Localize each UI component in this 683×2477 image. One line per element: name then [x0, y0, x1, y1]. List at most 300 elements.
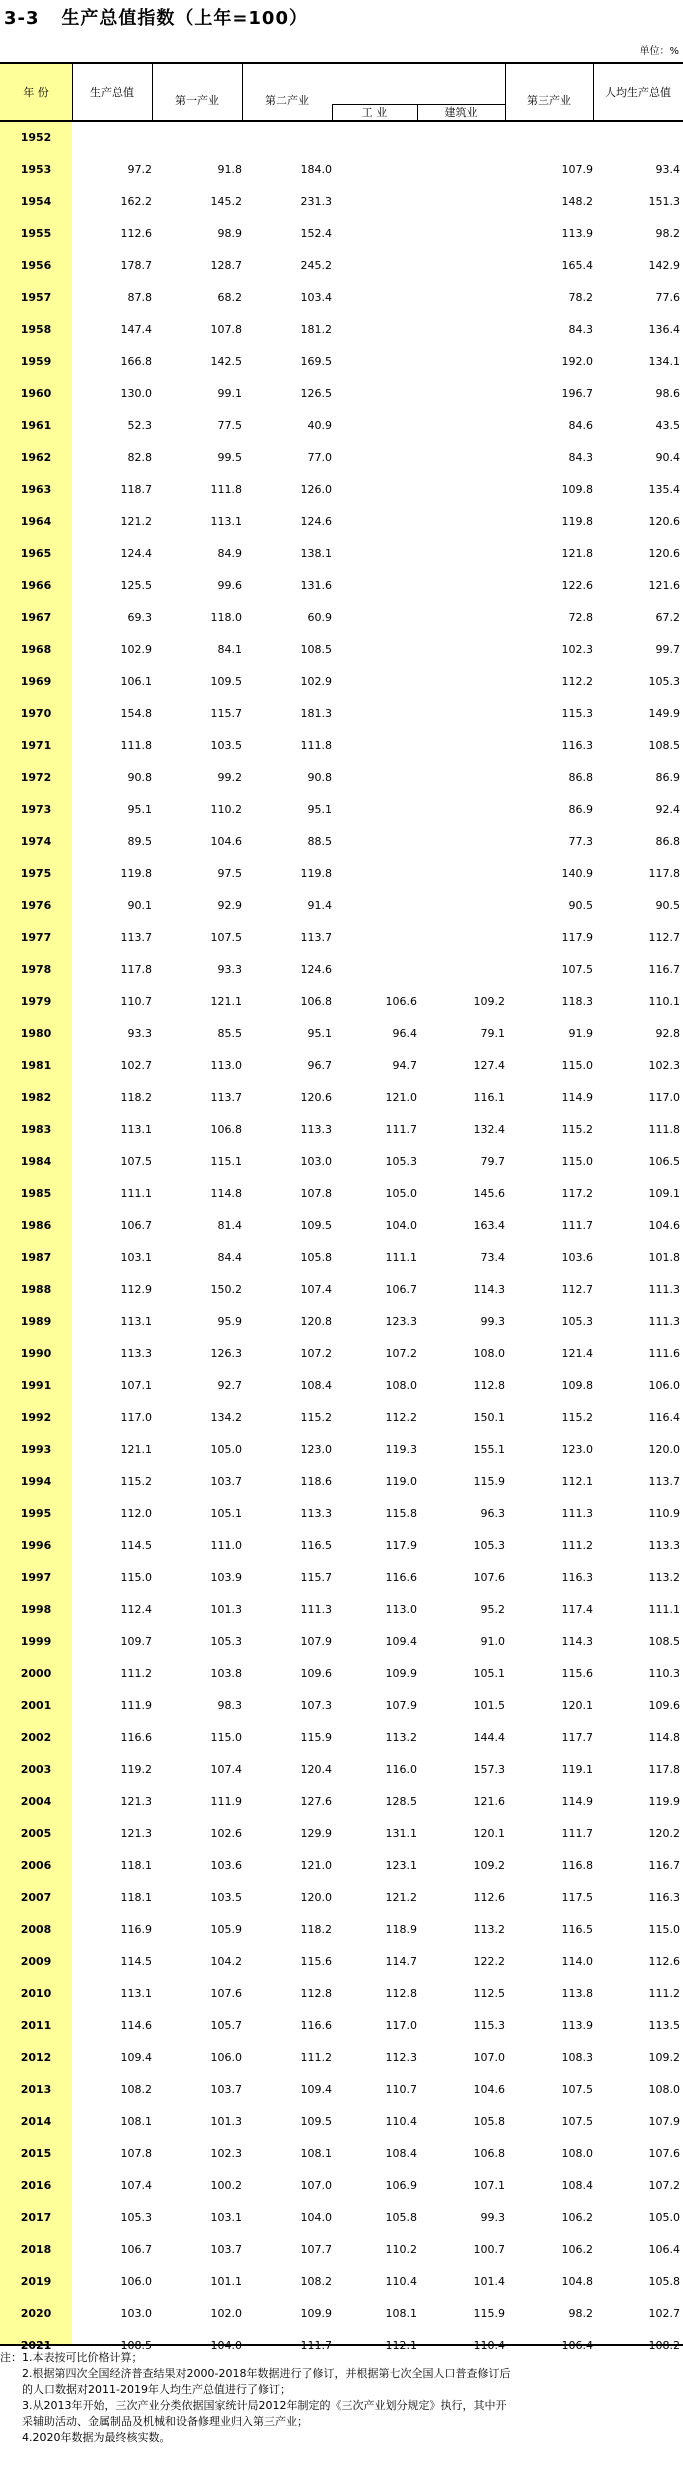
cell-gdp: 121.2	[120, 515, 152, 528]
cell-primary: 105.1	[210, 1507, 242, 1520]
cell-construction	[417, 922, 505, 954]
cell-primary: 113.7	[210, 1091, 242, 1104]
cell-construction: 110.4	[473, 2339, 505, 2352]
cell-industry: 115.8	[385, 1507, 417, 1520]
cell-gdp: 166.8	[120, 355, 152, 368]
cell-secondary: 113.3	[300, 1507, 332, 1520]
cell-year: 1999	[20, 1635, 52, 1648]
table-row	[0, 2138, 683, 2170]
cell-tertiary: 105.3	[561, 1315, 593, 1328]
cell-construction	[417, 346, 505, 378]
cell-year: 2018	[20, 2243, 52, 2256]
cell-construction: 100.7	[473, 2243, 505, 2256]
cell-tertiary: 77.3	[568, 835, 593, 848]
cell-secondary: 138.1	[300, 547, 332, 560]
cell-gdp: 162.2	[120, 195, 152, 208]
cell-per-capita: 111.2	[648, 1987, 680, 2000]
cell-industry	[332, 794, 417, 826]
cell-gdp: 113.3	[120, 1347, 152, 1360]
cell-year: 1965	[20, 547, 52, 560]
table-row	[0, 666, 683, 698]
cell-year: 1956	[20, 259, 52, 272]
cell-primary: 107.5	[210, 931, 242, 944]
cell-primary: 115.0	[210, 1731, 242, 1744]
cell-per-capita: 106.4	[648, 2243, 680, 2256]
table-row	[0, 1594, 683, 1626]
cell-gdp: 121.3	[120, 1795, 152, 1808]
cell-per-capita: 114.8	[648, 1731, 680, 1744]
cell-secondary: 90.8	[307, 771, 332, 784]
cell-tertiary: 111.7	[561, 1827, 593, 1840]
cell-primary: 150.2	[210, 1283, 242, 1296]
cell-secondary: 181.2	[300, 323, 332, 336]
cell-year: 1986	[20, 1219, 52, 1232]
cell-per-capita: 110.9	[648, 1507, 680, 1520]
cell-primary: 114.8	[210, 1187, 242, 1200]
cell-construction: 112.8	[473, 1379, 505, 1392]
cell-year: 1987	[20, 1251, 52, 1264]
cell-construction: 163.4	[473, 1219, 505, 1232]
table-row	[0, 2074, 683, 2106]
cell-gdp: 124.4	[120, 547, 152, 560]
cell-primary: 98.3	[217, 1699, 242, 1712]
cell-gdp: 109.7	[120, 1635, 152, 1648]
cell-secondary: 111.7	[300, 2339, 332, 2352]
cell-per-capita: 134.1	[648, 355, 680, 368]
cell-industry: 96.4	[392, 1027, 417, 1040]
cell-tertiary: 112.2	[561, 675, 593, 688]
cell-primary: 142.5	[210, 355, 242, 368]
cell-tertiary: 91.9	[568, 1027, 593, 1040]
cell-industry	[332, 922, 417, 954]
cell-construction: 127.4	[473, 1059, 505, 1072]
cell-tertiary: 115.0	[561, 1059, 593, 1072]
cell-year: 1997	[20, 1571, 52, 1584]
cell-construction	[417, 730, 505, 762]
cell-per-capita: 108.2	[648, 2339, 680, 2352]
cell-year: 2012	[20, 2051, 52, 2064]
cell-year: 1972	[20, 771, 52, 784]
table-row	[0, 410, 683, 442]
cell-gdp: 113.1	[120, 1315, 152, 1328]
cell-industry: 112.3	[385, 2051, 417, 2064]
header-gdp: 生产总值	[90, 86, 134, 100]
cell-year: 1964	[20, 515, 52, 528]
cell-year: 2013	[20, 2083, 52, 2096]
cell-per-capita: 149.9	[648, 707, 680, 720]
cell-gdp: 95.1	[127, 803, 152, 816]
cell-construction	[417, 378, 505, 410]
cell-primary: 110.2	[210, 803, 242, 816]
cell-primary: 102.3	[210, 2147, 242, 2160]
cell-primary: 99.6	[217, 579, 242, 592]
table-row	[0, 2202, 683, 2234]
cell-secondary: 107.0	[300, 2179, 332, 2192]
cell-gdp: 87.8	[127, 291, 152, 304]
header-secondary: 第二产业	[265, 94, 309, 108]
header-year: 年 份	[23, 86, 49, 100]
cell-primary: 115.7	[210, 707, 242, 720]
cell-tertiary: 117.4	[561, 1603, 593, 1616]
cell-tertiary: 123.0	[561, 1443, 593, 1456]
cell-construction: 155.1	[473, 1443, 505, 1456]
cell-tertiary: 109.8	[561, 483, 593, 496]
cell-industry: 106.9	[385, 2179, 417, 2192]
cell-year: 1981	[20, 1059, 52, 1072]
cell-primary: 92.7	[217, 1379, 242, 1392]
cell-per-capita: 101.8	[648, 1251, 680, 1264]
cell-industry	[332, 154, 417, 186]
cell-industry: 110.2	[385, 2243, 417, 2256]
table-row	[0, 762, 683, 794]
cell-construction	[417, 762, 505, 794]
table-row	[0, 1274, 683, 1306]
cell-primary: 68.2	[217, 291, 242, 304]
cell-secondary: 112.8	[300, 1987, 332, 2000]
cell-year: 1998	[20, 1603, 52, 1616]
cell-secondary: 95.1	[307, 1027, 332, 1040]
table-row	[0, 1946, 683, 1978]
cell-gdp: 107.8	[120, 2147, 152, 2160]
cell-gdp: 147.4	[120, 323, 152, 336]
cell-primary: 103.5	[210, 1891, 242, 1904]
cell-per-capita: 77.6	[655, 291, 680, 304]
cell-industry	[332, 442, 417, 474]
cell-industry	[332, 666, 417, 698]
table-row	[0, 154, 683, 186]
cell-primary: 111.0	[210, 1539, 242, 1552]
table-row	[0, 1082, 683, 1114]
cell-construction: 79.7	[480, 1155, 505, 1168]
table-row	[0, 1146, 683, 1178]
cell-year: 1994	[20, 1475, 52, 1488]
cell-year: 2005	[20, 1827, 52, 1840]
cell-construction	[417, 794, 505, 826]
cell-construction	[417, 858, 505, 890]
cell-industry: 113.0	[385, 1603, 417, 1616]
cell-industry: 108.1	[385, 2307, 417, 2320]
cell-gdp: 117.0	[120, 1411, 152, 1424]
cell-secondary: 120.8	[300, 1315, 332, 1328]
table-row	[0, 250, 683, 282]
page-title: 3-3 生产总值指数（上年=100）	[4, 8, 308, 29]
cell-industry	[332, 186, 417, 218]
cell-industry: 117.9	[385, 1539, 417, 1552]
cell-gdp: 130.0	[120, 387, 152, 400]
cell-industry	[332, 634, 417, 666]
cell-primary: 103.1	[210, 2211, 242, 2224]
cell-per-capita: 67.2	[655, 611, 680, 624]
table-row	[0, 1210, 683, 1242]
cell-per-capita: 108.5	[648, 739, 680, 752]
cell-industry: 112.2	[385, 1411, 417, 1424]
cell-per-capita: 99.7	[655, 643, 680, 656]
cell-construction: 121.6	[473, 1795, 505, 1808]
table-row	[0, 2266, 683, 2298]
cell-industry: 112.8	[385, 1987, 417, 2000]
cell-primary: 102.6	[210, 1827, 242, 1840]
cell-year: 1969	[20, 675, 52, 688]
cell-industry	[332, 858, 417, 890]
cell-industry: 110.7	[385, 2083, 417, 2096]
cell-per-capita: 117.0	[648, 1091, 680, 1104]
cell-gdp: 113.1	[120, 1987, 152, 2000]
cell-tertiary: 116.3	[561, 739, 593, 752]
cell-gdp: 114.6	[120, 2019, 152, 2032]
cell-per-capita: 92.4	[655, 803, 680, 816]
cell-industry: 105.3	[385, 1155, 417, 1168]
cell-primary: 91.8	[217, 163, 242, 176]
cell-per-capita: 106.0	[648, 1379, 680, 1392]
cell-year: 1993	[20, 1443, 52, 1456]
cell-tertiary: 119.1	[561, 1763, 593, 1776]
cell-construction	[417, 538, 505, 570]
cell-construction: 114.3	[473, 1283, 505, 1296]
cell-per-capita: 109.2	[648, 2051, 680, 2064]
cell-industry: 107.9	[385, 1699, 417, 1712]
cell-year: 1979	[20, 995, 52, 1008]
cell-gdp: 113.1	[120, 1123, 152, 1136]
cell-industry	[332, 250, 417, 282]
cell-tertiary: 111.3	[561, 1507, 593, 1520]
cell-primary: 102.0	[210, 2307, 242, 2320]
cell-year: 1973	[20, 803, 52, 816]
cell-industry	[332, 954, 417, 986]
cell-primary: 101.1	[210, 2275, 242, 2288]
cell-per-capita: 120.6	[648, 547, 680, 560]
cell-secondary: 245.2	[300, 259, 332, 272]
cell-construction: 104.6	[473, 2083, 505, 2096]
cell-per-capita: 107.2	[648, 2179, 680, 2192]
cell-year: 1989	[20, 1315, 52, 1328]
cell-industry: 119.3	[385, 1443, 417, 1456]
cell-primary: 100.2	[210, 2179, 242, 2192]
cell-industry	[332, 506, 417, 538]
cell-secondary: 107.9	[300, 1635, 332, 1648]
cell-secondary: 119.8	[300, 867, 332, 880]
cell-year: 1953	[20, 163, 52, 176]
cell-tertiary: 119.8	[561, 515, 593, 528]
cell-primary: 126.3	[210, 1347, 242, 1360]
header-primary: 第一产业	[175, 94, 219, 108]
note-line: 注：1.本表按可比价格计算；	[0, 2351, 143, 2364]
cell-year: 1955	[20, 227, 52, 240]
cell-construction: 101.5	[473, 1699, 505, 1712]
cell-year: 1995	[20, 1507, 52, 1520]
table-row	[0, 1018, 683, 1050]
cell-secondary: 106.8	[300, 995, 332, 1008]
cell-per-capita: 98.6	[655, 387, 680, 400]
cell-tertiary: 113.9	[561, 227, 593, 240]
cell-gdp: 154.8	[120, 707, 152, 720]
cell-tertiary: 107.5	[561, 963, 593, 976]
cell-industry: 123.3	[385, 1315, 417, 1328]
cell-year: 2002	[20, 1731, 52, 1744]
cell-tertiary: 114.9	[561, 1795, 593, 1808]
cell-tertiary: 109.8	[561, 1379, 593, 1392]
cell-construction	[417, 154, 505, 186]
cell-gdp: 115.0	[120, 1571, 152, 1584]
cell-year: 2021	[20, 2339, 52, 2352]
cell-per-capita: 90.4	[655, 451, 680, 464]
table-row	[0, 538, 683, 570]
cell-primary: 95.9	[217, 1315, 242, 1328]
cell-gdp: 109.4	[120, 2051, 152, 2064]
cell-year: 2016	[20, 2179, 52, 2192]
table-row	[0, 634, 683, 666]
cell-construction	[417, 474, 505, 506]
cell-per-capita: 110.3	[648, 1667, 680, 1680]
table-row	[0, 314, 683, 346]
cell-tertiary: 112.7	[561, 1283, 593, 1296]
cell-year: 1974	[20, 835, 52, 848]
cell-construction: 116.1	[473, 1091, 505, 1104]
note-line: 3.从2013年开始，三次产业分类依据国家统计局2012年制定的《三次产业划分规定》执行，其中开	[22, 2399, 507, 2412]
cell-gdp: 106.0	[120, 2275, 152, 2288]
cell-secondary: 152.4	[300, 227, 332, 240]
cell-year: 1954	[20, 195, 52, 208]
cell-per-capita: 107.9	[648, 2115, 680, 2128]
cell-secondary: 126.0	[300, 483, 332, 496]
cell-primary: 85.5	[217, 1027, 242, 1040]
cell-gdp: 112.6	[120, 227, 152, 240]
cell-tertiary: 121.4	[561, 1347, 593, 1360]
cell-industry: 121.2	[385, 1891, 417, 1904]
cell-construction: 115.9	[473, 1475, 505, 1488]
cell-tertiary: 121.8	[561, 547, 593, 560]
cell-secondary: 115.2	[300, 1411, 332, 1424]
cell-tertiary: 106.2	[561, 2243, 593, 2256]
cell-secondary: 88.5	[307, 835, 332, 848]
cell-industry: 106.7	[385, 1283, 417, 1296]
cell-construction: 105.1	[473, 1667, 505, 1680]
cell-year: 1959	[20, 355, 52, 368]
cell-tertiary: 84.3	[568, 323, 593, 336]
cell-year: 1961	[20, 419, 52, 432]
cell-per-capita: 151.3	[648, 195, 680, 208]
table-row	[0, 602, 683, 634]
cell-per-capita: 93.4	[655, 163, 680, 176]
cell-tertiary: 114.0	[561, 1955, 593, 1968]
cell-secondary: 107.3	[300, 1699, 332, 1712]
cell-per-capita: 135.4	[648, 483, 680, 496]
cell-year: 1976	[20, 899, 52, 912]
cell-year: 2009	[20, 1955, 52, 1968]
table-bottom-rule	[0, 2344, 683, 2346]
table-row	[0, 186, 683, 218]
cell-secondary: 103.0	[300, 1155, 332, 1168]
table-row	[0, 442, 683, 474]
cell-construction	[417, 442, 505, 474]
cell-gdp: 121.3	[120, 1827, 152, 1840]
cell-gdp: 108.1	[120, 2115, 152, 2128]
table-row	[0, 730, 683, 762]
cell-primary: 84.1	[217, 643, 242, 656]
cell-gdp: 108.2	[120, 2083, 152, 2096]
cell-construction	[417, 218, 505, 250]
cell-year: 1968	[20, 643, 52, 656]
cell-primary: 105.0	[210, 1443, 242, 1456]
cell-year: 1971	[20, 739, 52, 752]
cell-construction: 101.4	[473, 2275, 505, 2288]
cell-construction: 96.3	[480, 1507, 505, 1520]
cell-primary: 109.5	[210, 675, 242, 688]
cell-secondary: 107.2	[300, 1347, 332, 1360]
cell-year: 2014	[20, 2115, 52, 2128]
cell-gdp: 106.7	[120, 1219, 152, 1232]
table-row	[0, 1498, 683, 1530]
cell-secondary: 126.5	[300, 387, 332, 400]
cell-secondary: 107.7	[300, 2243, 332, 2256]
cell-secondary: 111.3	[300, 1603, 332, 1616]
cell-industry	[332, 314, 417, 346]
cell-gdp: 69.3	[127, 611, 152, 624]
cell-year: 1970	[20, 707, 52, 720]
cell-industry	[332, 698, 417, 730]
cell-industry: 113.2	[385, 1731, 417, 1744]
cell-year: 1992	[20, 1411, 52, 1424]
table-row	[0, 1658, 683, 1690]
cell-primary: 103.7	[210, 2243, 242, 2256]
cell-per-capita: 113.2	[648, 1571, 680, 1584]
cell-primary: 145.2	[210, 195, 242, 208]
cell-per-capita: 92.8	[655, 1027, 680, 1040]
cell-primary: 115.1	[210, 1155, 242, 1168]
cell-per-capita: 107.6	[648, 2147, 680, 2160]
cell-secondary: 108.2	[300, 2275, 332, 2288]
cell-per-capita: 106.5	[648, 1155, 680, 1168]
cell-secondary: 104.0	[300, 2211, 332, 2224]
table-row	[0, 1530, 683, 1562]
cell-secondary: 123.0	[300, 1443, 332, 1456]
table-row	[0, 346, 683, 378]
cell-secondary: 109.5	[300, 2115, 332, 2128]
cell-secondary: 108.4	[300, 1379, 332, 1392]
cell-tertiary: 111.7	[561, 1219, 593, 1232]
cell-tertiary	[505, 122, 593, 154]
cell-year: 1980	[20, 1027, 52, 1040]
cell-secondary: 103.4	[300, 291, 332, 304]
cell-year: 2010	[20, 1987, 52, 2000]
cell-per-capita: 142.9	[648, 259, 680, 272]
cell-industry	[332, 410, 417, 442]
cell-construction: 115.3	[473, 2019, 505, 2032]
cell-per-capita: 109.1	[648, 1187, 680, 1200]
cell-secondary: 120.4	[300, 1763, 332, 1776]
cell-industry: 108.0	[385, 1379, 417, 1392]
cell-primary: 107.6	[210, 1987, 242, 2000]
cell-secondary: 113.7	[300, 931, 332, 944]
cell-gdp: 115.2	[120, 1475, 152, 1488]
cell-secondary: 118.6	[300, 1475, 332, 1488]
cell-per-capita: 111.6	[648, 1347, 680, 1360]
cell-industry: 109.4	[385, 1635, 417, 1648]
cell-industry: 131.1	[385, 1827, 417, 1840]
cell-secondary: 116.6	[300, 2019, 332, 2032]
cell-secondary: 109.9	[300, 2307, 332, 2320]
cell-gdp: 119.2	[120, 1763, 152, 1776]
cell-gdp: 112.4	[120, 1603, 152, 1616]
cell-secondary: 121.0	[300, 1859, 332, 1872]
table-row	[0, 1178, 683, 1210]
cell-tertiary: 113.9	[561, 2019, 593, 2032]
cell-per-capita	[593, 122, 680, 154]
cell-industry: 104.0	[385, 1219, 417, 1232]
cell-industry	[332, 762, 417, 794]
cell-year: 1983	[20, 1123, 52, 1136]
cell-tertiary: 72.8	[568, 611, 593, 624]
cell-secondary: 184.0	[300, 163, 332, 176]
